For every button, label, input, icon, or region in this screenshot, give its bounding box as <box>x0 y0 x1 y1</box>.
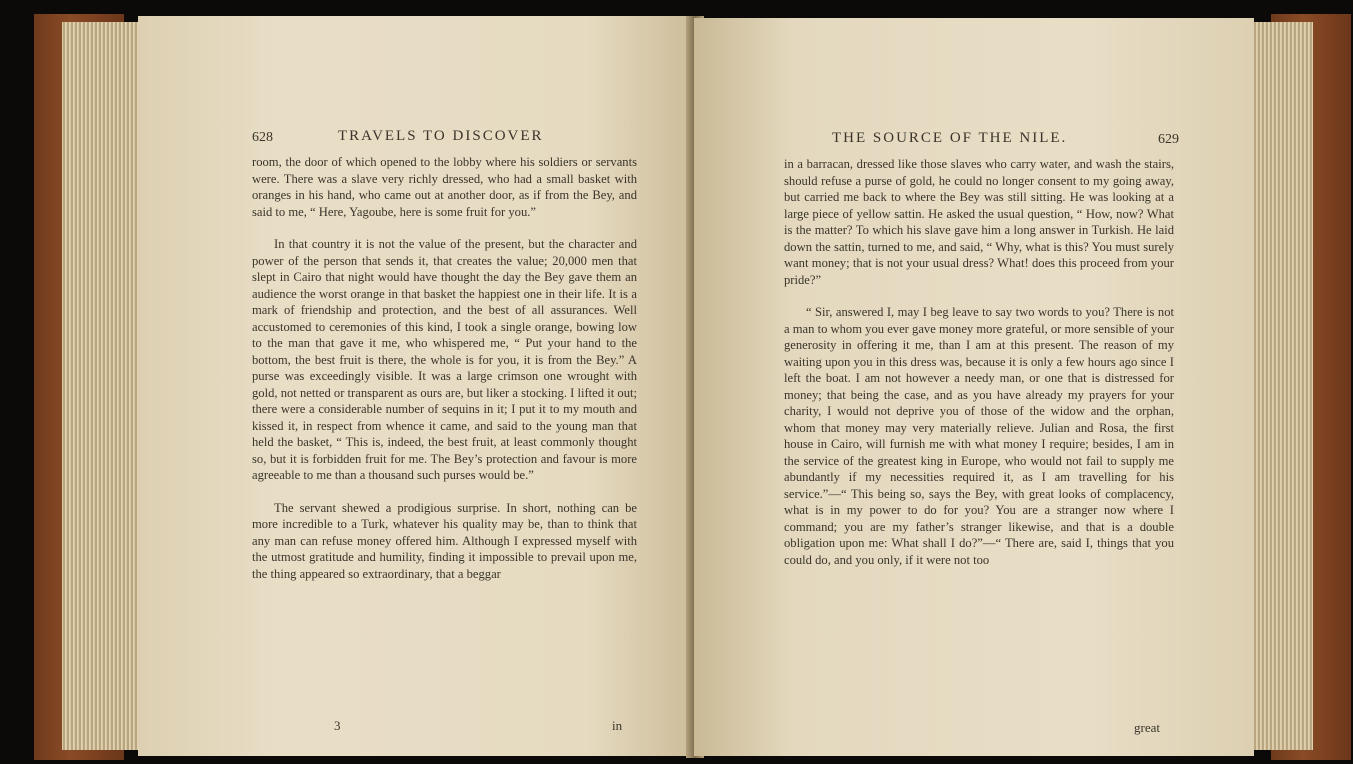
signature-mark: 3 <box>334 718 341 733</box>
left-page-text <box>252 154 637 582</box>
left-page-number: 628 <box>252 130 273 145</box>
right-page-number: 629 <box>1158 132 1179 147</box>
page-edges-left <box>62 22 142 750</box>
right-page <box>694 18 1254 756</box>
right-running-head: THE SOURCE OF THE NILE. <box>832 130 1068 146</box>
left-paragraph: room, the door of which opened to the lobby where his soldiers or servants were. There was a slave very richly dressed, who had a small basket with oranges in his hand, who came out at another door, as if from the Bey, and said to me, “ Here, Yagoube, here is some fruit for you.” <box>252 155 637 219</box>
right-paragraph: in a barracan, dressed like those slaves who carry water, and wash the stairs, should refuse a purse of gold, he could no longer consent to my going away, but carried me back to where the Bey was still sitting. He was looking at a large piece of yellow sattin. He asked the usual question, “ How, now? What is the matter? To which his slave gave him a long answer in Turkish. He laid down the sattin, turned to me, and said, “ Why, what is this? You must surely want money; that is not your usual dress? What! does this proceed from your pride?” <box>784 157 1174 287</box>
left-paragraph: In that country it is not the value of the present, but the character and power of the person that sends it, that creates the value; 20,000 men that slept in Cairo that night would have thought the day the Bey gave them an audience the worst orange in that basket the happiest one in their life. It is a mark of friendship and protection, and the best of all assurances. Well accustomed to ceremonies of this kind, I took a single orange, bowing low to the man that gave it me, who whispered me, “ Put your hand to the bottom, the best fruit is there, the whole is for you, it is from the Bey.” A purse was exceedingly visible. It was a large crimson one wrought with gold, not netted or transparent as ours are, but liker a stocking. I lifted it out; there were a considerable number of sequins in it; I put it to my mouth and kissed it, in respect from whence it came, and said to the young man that held the basket, “ This is, indeed, the best fruit, at least commonly thought so, but it is forbidden fruit for me. The Bey’s protection and favour is more agreeable to me than a thousand such purses would be.” <box>252 237 637 482</box>
left-catchword: in <box>612 718 623 733</box>
left-running-head: TRAVELS TO DISCOVER <box>338 128 544 144</box>
right-catchword: great <box>1134 720 1160 735</box>
right-page-text <box>784 156 1174 568</box>
page-edges-right <box>1253 22 1313 750</box>
right-paragraph: “ Sir, answered I, may I beg leave to say two words to you? There is not a man to whom you ever gave money more grateful, or more sensible of your generosity in offering it me, than I am at this present. The reason of my waiting upon you in this dress was, because it is only a few hours ago since I left the boat. I am not however a needy man, or one that is distressed for money; that being the case, and as you have already my prayers for your charity, I would not deprive you of those of the widow and the orphan, whom that money may very materially relieve. Julian and Rosa, the first house in Cairo, will furnish me with what money I require; besides, I am in the service of the greatest king in Europe, who would not fail to supply me abundantly if my necessities required it, as I am travelling for his service.”—“ This being so, says the Bey, with great looks of complacency, what is in my power to do for you? You are a stranger now where I command; you are my father’s stranger likewise, and that is a double obligation upon me: What shall I do?”—“ There are, said I, things that you could do, and you only, if it were not too <box>784 305 1174 567</box>
left-paragraph: The servant shewed a prodigious surprise. In short, nothing can be more incredible to a Turk, whatever his quality may be, than to think that any man can refuse money offered him. Although I expressed myself with the utmost gratitude and humility, finding it impossible to prevail upon me, the thing appeared so extraordinary, that a beggar <box>252 500 637 581</box>
left-page <box>138 16 698 756</box>
